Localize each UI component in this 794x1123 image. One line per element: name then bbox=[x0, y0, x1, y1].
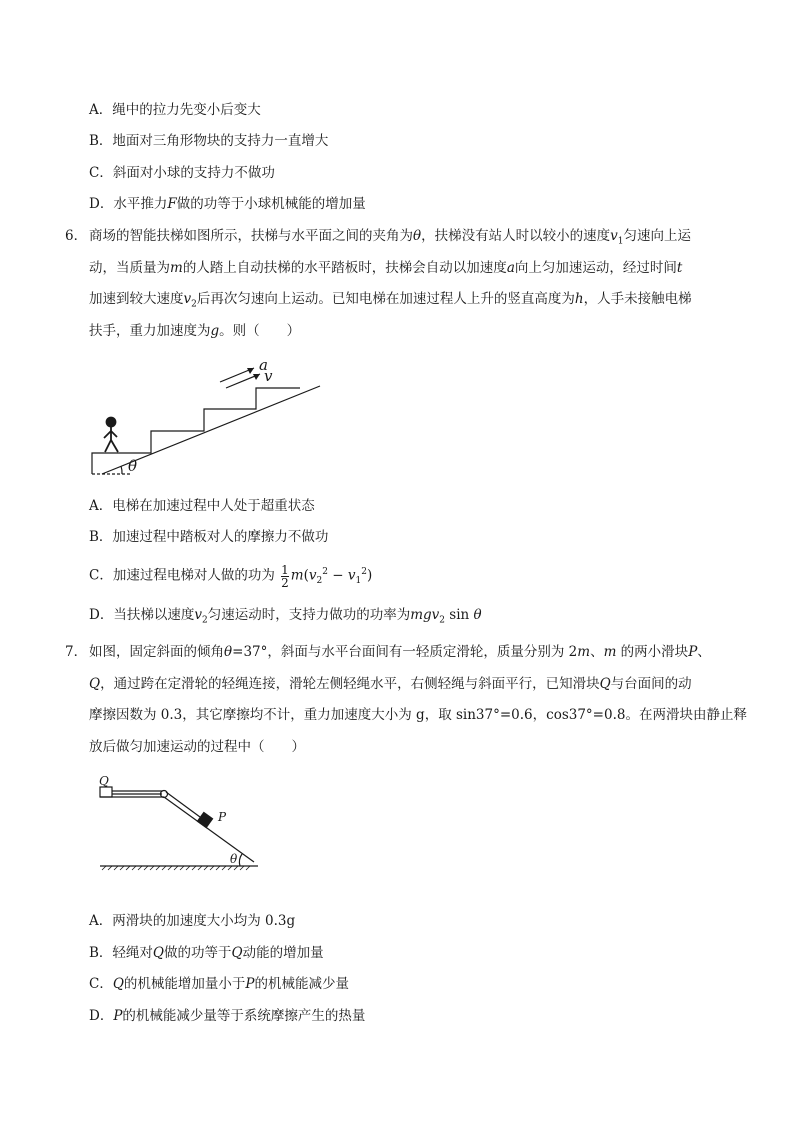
incline-line bbox=[164, 797, 254, 862]
label-q: Q bbox=[99, 774, 109, 788]
label-p: P bbox=[218, 810, 227, 824]
q5-option-c: C．斜面对小球的支持力不做功 bbox=[89, 165, 275, 181]
q6-option-c: C．加速过程电梯对人做的功为 $\frac{1}{2}$ $m(v_2^2 - v_1^2)$ bbox=[89, 562, 373, 590]
q7-stem-line-3: 摩擦因数为 0.3，其它摩擦均不计，重力加速度大小为 g，取 sin37°=0.6，cos37°=0.8。在两滑块由静止释 bbox=[89, 707, 747, 723]
q5-option-a: A．绳中的拉力先变小后变大 bbox=[89, 102, 261, 118]
angle-arc bbox=[121, 466, 122, 474]
q6-option-a: A．电梯在加速过程中人处于超重状态 bbox=[89, 498, 315, 514]
q7-stem-line-1: 如图，固定斜面的倾角θ=37°，斜面与水平台面间有一轻质定滑轮，质量分别为 2m、m 的两小滑块P、 bbox=[89, 644, 711, 660]
q7-stem-line-2: Q，通过跨在定滑轮的轻绳连接，滑轮左侧轻绳水平，右侧轻绳与斜面平行，已知滑块Q与台面间的动 bbox=[89, 676, 692, 692]
q6-option-b: B．加速过程中踏板对人的摩擦力不做功 bbox=[89, 529, 329, 545]
q7-option-a: A．两滑块的加速度大小均为 0.3g bbox=[89, 913, 296, 929]
person-icon bbox=[104, 418, 118, 453]
q6-escalator-figure bbox=[88, 352, 323, 482]
q7-option-c: C．Q的机械能增加量小于P的机械能减少量 bbox=[89, 976, 350, 992]
q7-option-b: B．轻绳对Q做的功等于Q动能的增加量 bbox=[89, 945, 324, 961]
block-p bbox=[197, 812, 214, 829]
label-v: v bbox=[264, 367, 273, 385]
q6-stem-line-1: 商场的智能扶梯如图所示，扶梯与水平面之间的夹角为θ，扶梯没有站人时以较小的速度$v_1$匀速向上运 bbox=[89, 228, 692, 247]
label-a: a bbox=[259, 356, 268, 374]
fraction-one-half: $\frac{1}{2}$ bbox=[281, 562, 289, 590]
q5-option-b: B．地面对三角形物块的支持力一直增大 bbox=[89, 133, 329, 149]
q5-option-d: D．水平推力F做的功等于小球机械能的增加量 bbox=[89, 196, 366, 212]
q6-stem-line-2: 动，当质量为m的人踏上自动扶梯的水平踏板时，扶梯会自动以加速度a向上匀加速运动，经过时间t bbox=[89, 260, 683, 276]
q7-option-d: D．P的机械能减少量等于系统摩擦产生的热量 bbox=[89, 1008, 366, 1024]
rope-incline bbox=[166, 792, 200, 817]
block-q bbox=[100, 787, 112, 797]
q7-incline-figure bbox=[96, 774, 266, 879]
angle-arc bbox=[239, 854, 242, 866]
q6-number: 6． bbox=[65, 228, 88, 244]
q6-stem-line-3: 加速到较大速度$v_2$后再次匀速向上运动。已知电梯在加速过程人上升的竖直高度为h，人手未接触电梯 bbox=[89, 291, 692, 310]
q7-stem-line-4: 放后做匀加速运动的过程中（ ） bbox=[89, 739, 305, 755]
q7-number: 7． bbox=[65, 644, 88, 660]
q6-stem-line-4: 扶手，重力加速度为g。则（ ） bbox=[89, 323, 301, 339]
q6-option-d: D．当扶梯以速度$v_2$匀速运动时，支持力做功的功率为mgv$_2$ sin θ bbox=[89, 607, 482, 626]
escalator-steps bbox=[92, 388, 300, 474]
label-theta: θ bbox=[128, 457, 138, 475]
label-theta: θ bbox=[230, 852, 238, 866]
